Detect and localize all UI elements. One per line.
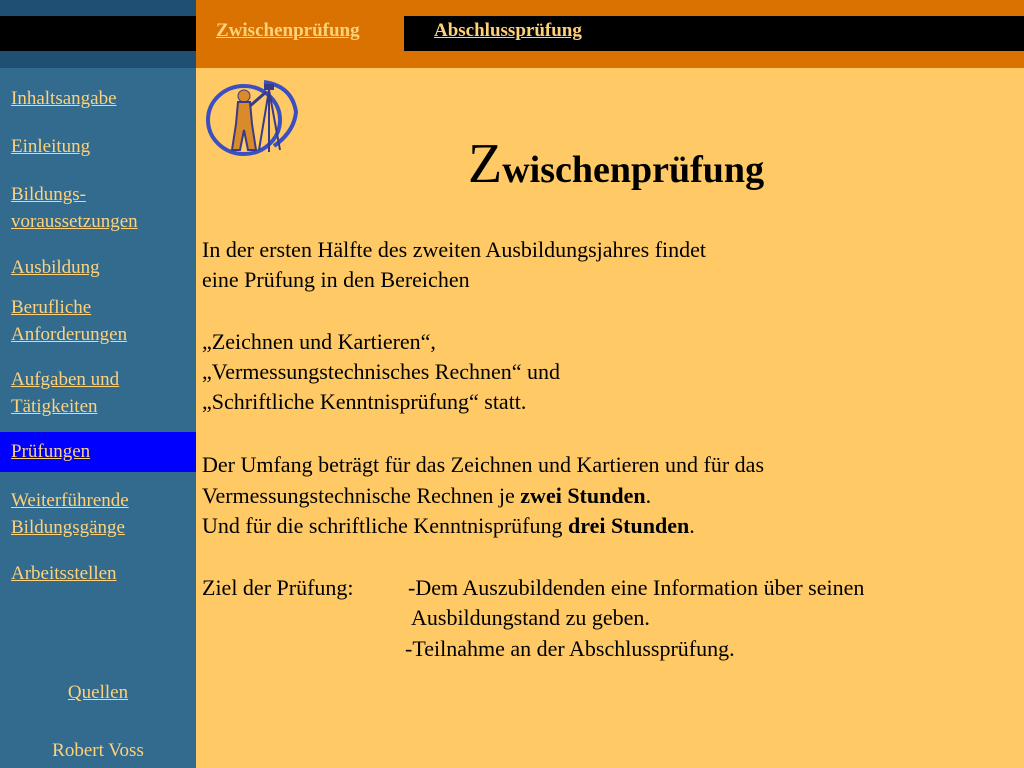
page-title: [468, 132, 764, 196]
nav-label-line2: Tätigkeiten: [11, 396, 98, 417]
scope-duration-three-hours: drei Stunden: [567, 513, 690, 538]
nav-label-line1: Weiterführende: [11, 490, 129, 511]
goal-1-line-2: Ausbildungstand zu geben.: [411, 605, 650, 630]
scope-line-3-text: Und für die schriftliche Kenntnisprüfung: [202, 513, 568, 538]
nav-label-line1: Berufliche: [11, 297, 92, 318]
tab-zwischenpruefung[interactable]: Zwischenprüfung: [216, 20, 360, 41]
nav-ausbildung[interactable]: Ausbildung: [11, 257, 100, 278]
sidebar-mid-band: [0, 51, 196, 68]
goal-1-line-1: -Dem Auszubildenden eine Information über seinen: [408, 575, 865, 600]
top-tab-bar: [196, 0, 1024, 68]
intro-line-2: eine Prüfung in den Bereichen: [202, 267, 470, 292]
sidebar-top-band: [0, 0, 196, 16]
tab-abschlusspruefung[interactable]: Abschlussprüfung: [434, 20, 582, 41]
nav-berufliche-anforderungen[interactable]: [11, 294, 191, 348]
scope-line-2-end: .: [645, 483, 652, 508]
nav-label-line2: Bildungsgänge: [11, 517, 125, 538]
area-1: „Zeichnen und Kartieren“,: [202, 329, 436, 354]
nav-aufgaben-taetigkeiten[interactable]: [11, 366, 191, 420]
sidebar: [0, 0, 196, 768]
nav-einleitung[interactable]: Einleitung: [11, 136, 91, 157]
nav-label-line1: Aufgaben und: [11, 369, 120, 390]
scope-line-2: [202, 481, 651, 511]
area-3: „Schriftliche Kenntnisprüfung“ statt.: [202, 389, 527, 414]
nav-label-line2: Anforderungen: [11, 324, 128, 345]
sources-link[interactable]: Quellen: [67, 682, 129, 703]
intro-line-1: In der ersten Hälfte des zweiten Ausbildungsjahres findet: [202, 237, 707, 262]
nav-pruefungen[interactable]: Prüfungen: [0, 432, 196, 472]
goal-label: Ziel der Prüfung:: [202, 575, 354, 600]
nav-weiterfuehrende-bildungsgaenge[interactable]: [11, 487, 191, 541]
title-initial: Z: [468, 133, 503, 195]
area-2: „Vermessungstechnisches Rechnen“ und: [202, 359, 561, 384]
goal-2: -Teilnahme an der Abschlussprüfung.: [405, 636, 735, 661]
nav-arbeitsstellen[interactable]: Arbeitsstellen: [11, 563, 117, 584]
nav-bildungsvoraussetzungen[interactable]: [11, 181, 191, 235]
nav-label-line1: Bildungs-: [11, 184, 86, 205]
author-name: Robert Voss: [52, 740, 144, 761]
scope-line-2-text: Vermessungstechnische Rechnen je: [202, 483, 521, 508]
scope-line-1: Der Umfang beträgt für das Zeichnen und Kartieren und für das: [202, 452, 765, 477]
scope-line-3: [202, 511, 695, 541]
surveyor-logo: [204, 72, 302, 158]
scope-line-3-end: .: [689, 513, 695, 538]
nav-label-line2: voraussetzungen: [11, 211, 138, 232]
scope-duration-two-hours: zwei Stunden: [520, 483, 646, 508]
nav-inhaltsangabe[interactable]: Inhaltsangabe: [11, 88, 117, 109]
title-rest: wischenprüfung: [502, 149, 765, 191]
sidebar-black-band: [0, 16, 196, 51]
